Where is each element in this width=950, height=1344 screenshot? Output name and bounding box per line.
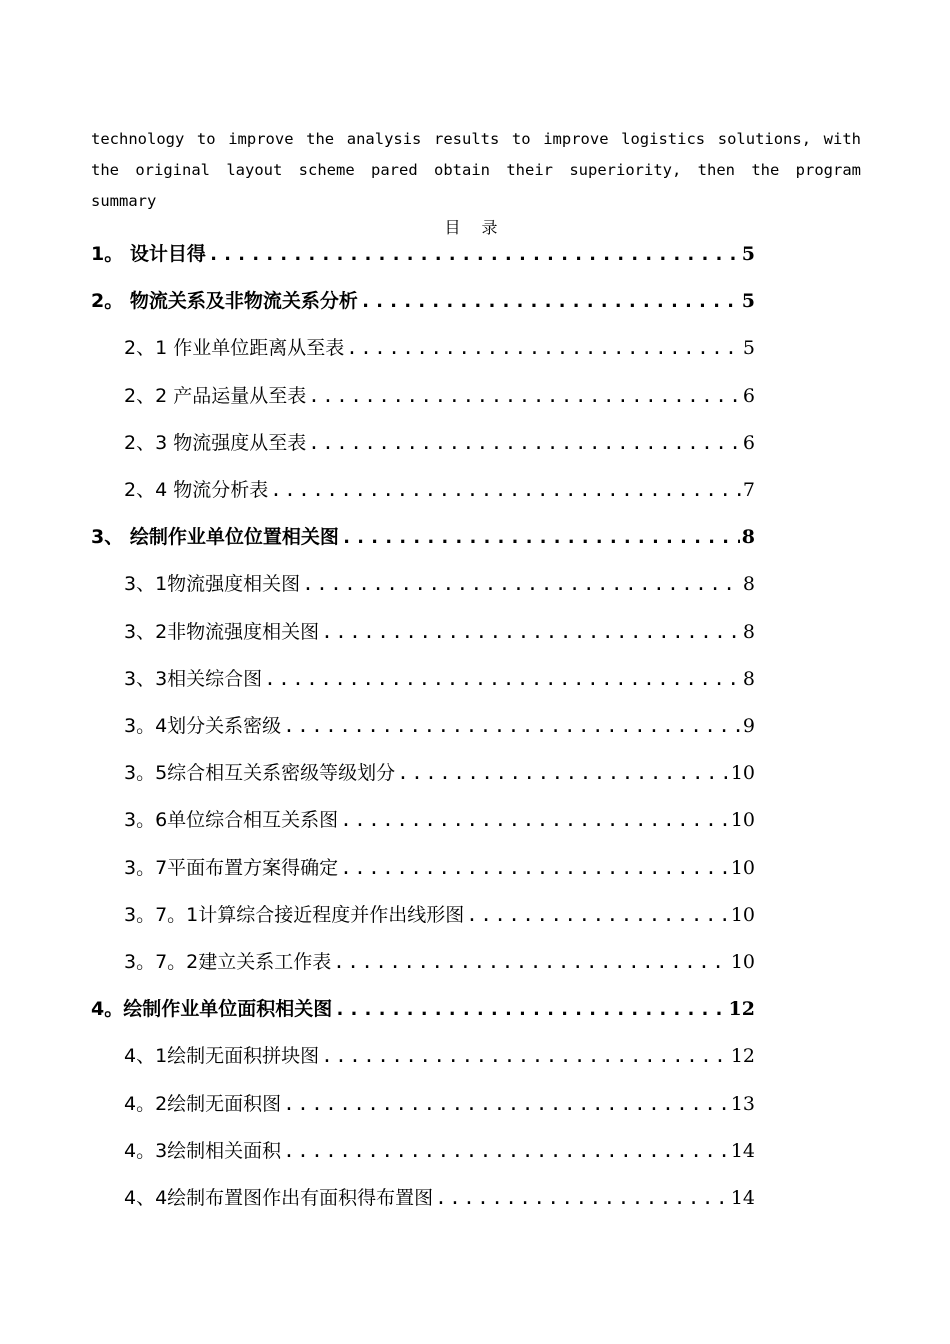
toc-entry-label: 3。4划分关系密级 [124, 715, 282, 737]
toc-entry-page-number: 10 [730, 857, 755, 879]
toc-dot-leader [321, 614, 741, 650]
toc-entry-label: 4。2绘制无面积图 [124, 1093, 282, 1115]
toc-dot-leader [334, 991, 726, 1027]
toc-entry-label: 3。7。1计算综合接近程度并作出线形图 [124, 904, 465, 926]
toc-entry-page-number: 14 [730, 1140, 755, 1162]
toc-entry-page-number: 7 [742, 479, 755, 501]
toc-entry-page-number: 6 [742, 432, 755, 454]
toc-entry-page-number: 14 [730, 1187, 755, 1209]
toc-entry-page-number: 8 [742, 621, 755, 643]
toc-entry-label: 4、4绘制布置图作出有面积得布置图 [124, 1187, 434, 1209]
toc-dot-leader [321, 1038, 729, 1074]
toc-entry-label: 3。7。2建立关系工作表 [124, 951, 332, 973]
abstract-text [91, 124, 861, 217]
toc-entry-section[interactable] [124, 755, 755, 791]
toc-entry-chapter[interactable] [91, 236, 755, 272]
toc-dot-leader [340, 850, 729, 886]
toc-entry-label: 3、1物流强度相关图 [124, 573, 301, 595]
abstract-line: summary [91, 192, 157, 210]
toc-dot-leader [302, 566, 741, 602]
toc-entry-section[interactable] [124, 472, 755, 508]
toc-dot-leader [397, 755, 729, 791]
toc-entry-label: 4。绘制作业单位面积相关图 [91, 998, 333, 1020]
toc-entry-label: 3、2非物流强度相关图 [124, 621, 320, 643]
toc-title: 目 录 [444, 218, 506, 237]
toc-entry-page-number: 5 [742, 337, 755, 359]
toc-entry-label: 3、 绘制作业单位位置相关图 [91, 526, 339, 548]
toc-entry-page-number: 6 [742, 385, 755, 407]
toc-dot-leader [341, 519, 740, 555]
toc-entry-page-number: 12 [728, 998, 755, 1020]
toc-entry-section[interactable] [124, 330, 755, 366]
toc-entry-label: 2、4 物流分析表 [124, 479, 269, 501]
toc-entry-label: 1。 设计目得 [91, 243, 206, 265]
toc-entry-chapter[interactable] [91, 519, 755, 555]
toc-entry-page-number: 8 [742, 573, 755, 595]
toc-dot-leader [333, 944, 729, 980]
toc-dot-leader [466, 897, 729, 933]
toc-entry-section[interactable] [124, 378, 755, 414]
toc-entry-label: 3。6单位综合相互关系图 [124, 809, 339, 831]
toc-entry-label: 2。 物流关系及非物流关系分析 [91, 290, 358, 312]
toc-entry-section[interactable] [124, 566, 755, 602]
toc-dot-leader [308, 378, 741, 414]
toc-dot-leader [270, 472, 741, 508]
toc-entry-section[interactable] [124, 614, 755, 650]
toc-entry-section[interactable] [124, 425, 755, 461]
toc-entry-section[interactable] [124, 661, 755, 697]
toc-dot-leader [283, 1133, 729, 1169]
toc-entry-section[interactable] [124, 897, 755, 933]
toc-entry-label: 4、1绘制无面积拼块图 [124, 1045, 320, 1067]
toc-dot-leader [208, 236, 740, 272]
toc-entry-label: 2、3 物流强度从至表 [124, 432, 307, 454]
toc-entry-page-number: 10 [730, 809, 755, 831]
toc-entry-section[interactable] [124, 1180, 755, 1216]
toc-dot-leader [283, 708, 741, 744]
toc-entry-section[interactable] [124, 708, 755, 744]
toc-entry-page-number: 10 [730, 951, 755, 973]
toc-entry-label: 3。7平面布置方案得确定 [124, 857, 339, 879]
toc-entry-page-number: 8 [742, 668, 755, 690]
toc-entry-section[interactable] [124, 1038, 755, 1074]
toc-entry-page-number: 9 [742, 715, 755, 737]
toc-entry-label: 4。3绘制相关面积 [124, 1140, 282, 1162]
toc-entry-section[interactable] [124, 850, 755, 886]
toc-entry-section[interactable] [124, 802, 755, 838]
abstract-line: technology to improve the analysis results to improve logistics solutions, with [91, 130, 861, 148]
toc-entry-chapter[interactable] [91, 283, 755, 319]
toc-dot-leader [340, 802, 729, 838]
toc-entry-label: 3。5综合相互关系密级等级划分 [124, 762, 396, 784]
toc-dot-leader [435, 1180, 729, 1216]
toc-dot-leader [360, 283, 740, 319]
toc-entry-label: 2、1 作业单位距离从至表 [124, 337, 345, 359]
toc-dot-leader [283, 1086, 729, 1122]
toc-dot-leader [264, 661, 741, 697]
toc-entry-page-number: 5 [741, 243, 755, 265]
toc-entry-section[interactable] [124, 1086, 755, 1122]
toc-dot-leader [308, 425, 741, 461]
toc-entry-chapter[interactable] [91, 991, 755, 1027]
toc-entry-page-number: 10 [730, 904, 755, 926]
toc-entry-section[interactable] [124, 944, 755, 980]
toc-entry-label: 2、2 产品运量从至表 [124, 385, 307, 407]
toc-entry-page-number: 5 [741, 290, 755, 312]
abstract-line: the original layout scheme pared obtain their superiority, then the program [91, 161, 861, 179]
toc-entry-label: 3、3相关综合图 [124, 668, 263, 690]
toc-entry-page-number: 13 [730, 1093, 755, 1115]
toc-entry-section[interactable] [124, 1133, 755, 1169]
toc-entry-page-number: 12 [730, 1045, 755, 1067]
toc-dot-leader [346, 330, 741, 366]
toc-entry-page-number: 8 [741, 526, 755, 548]
toc-entry-page-number: 10 [730, 762, 755, 784]
